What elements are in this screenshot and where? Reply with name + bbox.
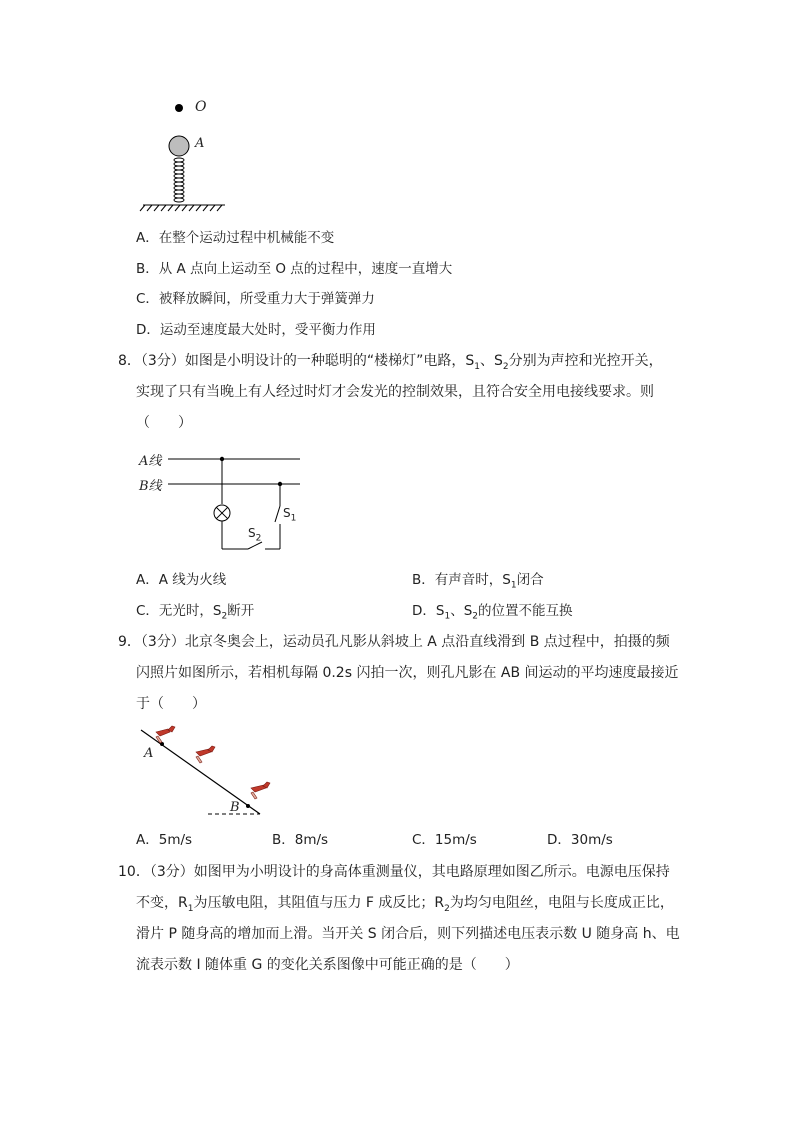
- label-s1: $S_1$: [283, 506, 297, 524]
- q7-option-a: A．在整个运动过程中机械能不变: [136, 230, 335, 246]
- q8-option-d: D．$S_1$、$S_2$的位置不能互换: [412, 603, 573, 622]
- q7-option-c: C．被释放瞬间，所受重力大于弹簧弹力: [136, 291, 375, 307]
- q8-option-c: C．无光时，$S_2$断开: [136, 603, 255, 622]
- q7-option-b: B．从 A 点向上运动至 O 点的过程中，速度一直增大: [136, 261, 453, 277]
- ball-a: [169, 136, 189, 156]
- q9-stem-line2: 闪照片如图所示，若相机每隔 0.2s 闪拍一次，则孔凡影在 AB 间运动的平均速度最接近: [136, 665, 679, 681]
- q9-option-a: A．5m/s: [136, 832, 193, 848]
- q8-stem-line1: 8．（3分）如图是小明设计的一种聪明的“楼梯灯”电路，$S_1$、$S_2$分别为声控和光控开关，: [118, 353, 663, 372]
- label-a: A: [195, 136, 205, 151]
- q8-option-a: A．A 线为火线: [136, 572, 227, 588]
- skier-image-1: [156, 726, 175, 743]
- label-line-b: B线: [139, 479, 162, 494]
- q7-option-d: D．运动至速度最大处时，受平衡力作用: [136, 322, 376, 338]
- q8-option-b: B．有声音时，$S_1$闭合: [412, 572, 544, 591]
- q8-stem-line2: 实现了只有当晚上有人经过时灯才会发光的控制效果，且符合安全用电接线要求。则: [136, 384, 654, 400]
- point-o: [175, 104, 183, 112]
- q8-stem-line3: （ ）: [136, 415, 192, 431]
- label-b: B: [230, 800, 240, 815]
- q8-circuit-figure: [138, 446, 308, 556]
- label-a: A: [144, 746, 154, 761]
- ground: [140, 205, 225, 211]
- q10-stem-line1: 10．（3分）如图甲为小明设计的身高体重测量仪，其电路原理如图乙所示。电源电压保持: [118, 864, 670, 880]
- label-o: O: [195, 99, 207, 115]
- switch-s1-blade: [275, 506, 280, 522]
- q9-slope-figure: [138, 722, 273, 822]
- point-b: [246, 804, 250, 808]
- q9-option-d: D．30m/s: [547, 832, 613, 848]
- spring-ball-diagram: [135, 95, 245, 215]
- label-s2: $S_2$: [248, 526, 262, 544]
- spring: [174, 158, 184, 202]
- q9-stem-line3: 于（ ）: [136, 696, 206, 712]
- q9-stem-line1: 9．（3分）北京冬奥会上，运动员孔凡影从斜坡上 A 点沿直线滑到 B 点过程中，拍摄的频: [118, 634, 670, 650]
- q10-stem-line2: 不变，$R_1$为压敏电阻，其阻值与压力 F 成反比；$R_2$为均匀电阻丝，电阻与长度成正比，: [136, 895, 674, 914]
- ski-slope-diagram: [138, 722, 273, 822]
- slope-line: [141, 730, 260, 814]
- label-line-a: A线: [139, 454, 162, 469]
- q10-stem-line3: 滑片 P 随身高的增加而上滑。当开关 S 闭合后，则下列描述电压表示数 U 随身高 h、电: [136, 926, 680, 942]
- q10-stem-line4: 流表示数 I 随体重 G 的变化关系图像中可能正确的是（ ）: [136, 957, 519, 973]
- q9-option-c: C．15m/s: [412, 832, 477, 848]
- q7-figure: [135, 95, 245, 215]
- stair-light-circuit: [138, 446, 308, 556]
- skier-image-3: [251, 782, 270, 799]
- q9-option-b: B．8m/s: [272, 832, 329, 848]
- skier-image-2: [196, 746, 215, 763]
